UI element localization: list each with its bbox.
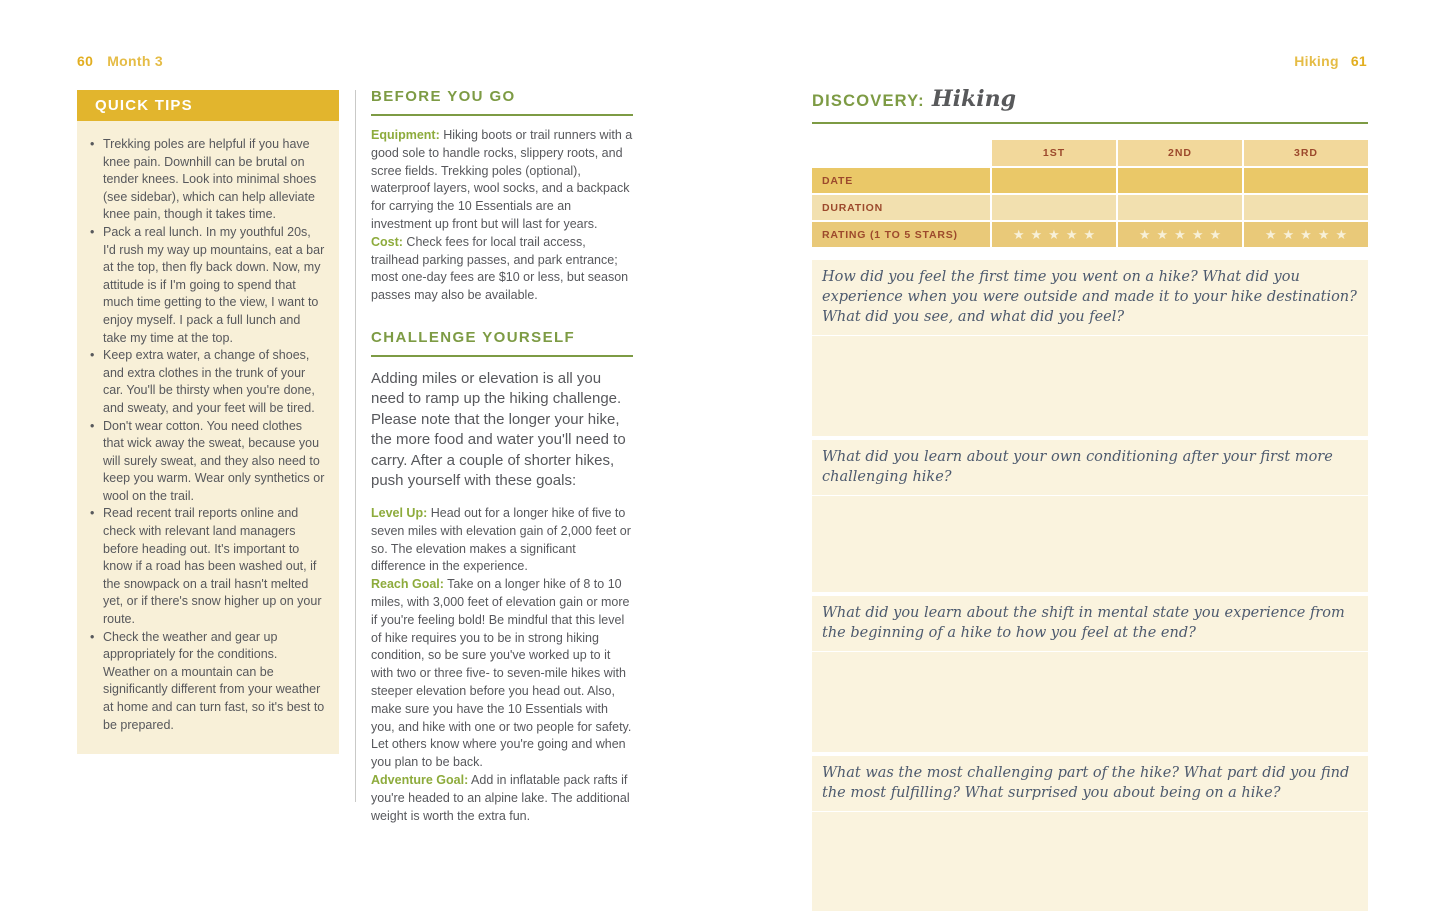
challenge-goals	[371, 505, 633, 825]
row-label-date: DATE	[812, 168, 990, 193]
quick-tip-item: • Keep extra water, a change of shoes, and extra clothes in the trunk of your car. You'll be thirsty when you're done, and sweaty, and your feet will be tired.	[90, 347, 326, 417]
journal-answer-area[interactable]	[812, 496, 1368, 592]
page-number-left: 60	[77, 53, 94, 69]
page-number-right: 61	[1350, 53, 1367, 69]
journal-answer-area[interactable]	[812, 812, 1368, 911]
discovery-title	[812, 86, 1368, 124]
rating-cell-3rd[interactable]	[1244, 222, 1368, 247]
page-header-left	[77, 53, 163, 69]
reach-goal-label: Reach Goal:	[371, 577, 444, 592]
adventure-goal-text: Add in inflatable pack rafts if you're headed to an alpine lake. The additional weight is worth the extra fun.	[371, 772, 630, 823]
adventure-goal-label: Adventure Goal:	[371, 772, 469, 787]
column-divider-rule	[355, 90, 356, 802]
journal-section	[812, 756, 1368, 911]
challenge-yourself-heading: CHALLENGE YOURSELF	[371, 329, 633, 357]
row-label-rating: RATING (1 TO 5 STARS)	[812, 222, 990, 247]
quick-tip-item: • Don't wear cotton. You need clothes that wick away the sweat, because you will surely sweat, and they also need to keep you warm. Wear only synthetics or wool on the trail.	[90, 418, 326, 506]
discovery-topic: Hiking	[931, 86, 1016, 112]
page-header-right	[1294, 53, 1367, 69]
column-header-1st: 1ST	[992, 140, 1116, 166]
date-entry-cell-3rd[interactable]	[1244, 168, 1368, 193]
table-corner-cell	[812, 140, 990, 165]
section-label-left: Month 3	[107, 53, 163, 69]
reach-goal-text: Take on a longer hike of 8 to 10 miles, with 3,000 feet of elevation gain or more if you're feeling bold! Be mindful that this level of hike requires you to be in strong hiking condition, so be sure you've worked up to it with two or three five- to seven-mile hikes with steeper elevation before you head out. Also, make sure you have the 10 Essentials with you, and hike with one or two people for safety. Let others know where you're going and when you plan to be back.	[371, 577, 632, 770]
journal-question: What did you learn about the shift in mental state you experience from the beginning of a hike to how you feel at the end?	[812, 596, 1368, 652]
journal-questions	[812, 260, 1368, 911]
row-label-duration: DURATION	[812, 195, 990, 220]
middle-column	[371, 88, 633, 825]
column-header-2nd: 2ND	[1118, 140, 1242, 166]
duration-entry-cell-2nd[interactable]	[1118, 195, 1242, 220]
level-up-label: Level Up:	[371, 505, 428, 520]
journal-answer-area[interactable]	[812, 652, 1368, 752]
before-you-go-heading: BEFORE YOU GO	[371, 88, 633, 116]
journal-question: What was the most challenging part of the hike? What part did you find the most fulfilling? What surprised you about being on a hike?	[812, 756, 1368, 812]
discovery-page	[812, 86, 1368, 915]
cost-text: Check fees for local trail access, trailhead parking passes, and park entrance; most one-day fees are $10 or less, but season passes may also be available.	[371, 234, 629, 303]
quick-tips-title: QUICK TIPS	[77, 90, 339, 121]
duration-entry-cell-1st[interactable]	[992, 195, 1116, 220]
date-entry-cell-1st[interactable]	[992, 168, 1116, 193]
quick-tips-list	[90, 136, 326, 734]
equipment-text: Hiking boots or trail runners with a good sole to handle rocks, slippery roots, and scree fields. Trekking poles (optional), waterproof layers, wool socks, and a backpack for carrying the 10 Essentials are an investment up front but will last for years.	[371, 128, 633, 231]
journal-answer-area[interactable]	[812, 336, 1368, 436]
challenge-intro: Adding miles or elevation is all you need to ramp up the hiking challenge. Please note that the longer your hike, the more food and water you'll need to carry. After a couple of shorter hikes, push yourself with these goals:	[371, 369, 626, 490]
quick-tip-item: • Read recent trail reports online and check with relevant land managers before heading out. It's important to know if a road has been washed out, if the snowpack on a trail hasn't melted yet, or if there's snow higher up on your route.	[90, 505, 326, 628]
quick-tips-body	[77, 121, 339, 754]
journal-section	[812, 260, 1368, 436]
journal-section	[812, 596, 1368, 752]
quick-tip-item: • Trekking poles are helpful if you have knee pain. Downhill can be brutal on tender knees. Look into minimal shoes (see sidebar), which can help alleviate knee pain, though it takes time.	[90, 136, 326, 224]
cost-label: Cost:	[371, 234, 403, 249]
before-you-go-text	[371, 127, 633, 305]
quick-tip-item: • Pack a real lunch. In my youthful 20s, I'd rush my way up mountains, eat a bar at the top, then fly back down. Now, my attitude is if I'm going to spend that much time getting to the view, I want to enjoy myself. I pack a full lunch and take my time at the top.	[90, 224, 326, 347]
rating-cell-2nd[interactable]	[1118, 222, 1242, 247]
star-icons[interactable]: ★★★★★	[1012, 226, 1102, 242]
quick-tip-item: • Check the weather and gear up appropriately for the conditions. Weather on a mountain can be significantly different from your weather at home and can turn fast, so it's best to be prepared.	[90, 629, 326, 735]
discovery-label: DISCOVERY:	[812, 92, 925, 110]
star-icons[interactable]: ★★★★★	[1264, 226, 1354, 242]
column-header-3rd: 3RD	[1244, 140, 1368, 166]
level-up-text: Head out for a longer hike of five to seven miles with elevation gain of 2,000 feet or so. The elevation makes a significant difference in the experience.	[371, 505, 631, 574]
journal-question: What did you learn about your own conditioning after your first more challenging hike?	[812, 440, 1368, 496]
journal-question: How did you feel the first time you went on a hike? What did you experience when you were outside and made it to your hike destination? What did you see, and what did you feel?	[812, 260, 1368, 336]
quick-tips-box	[77, 90, 339, 754]
star-icons[interactable]: ★★★★★	[1138, 226, 1228, 242]
section-label-right: Hiking	[1294, 53, 1339, 69]
duration-entry-cell-3rd[interactable]	[1244, 195, 1368, 220]
journal-section	[812, 440, 1368, 592]
date-entry-cell-2nd[interactable]	[1118, 168, 1242, 193]
hike-log-table	[812, 140, 1368, 247]
rating-cell-1st[interactable]	[992, 222, 1116, 247]
equipment-label: Equipment:	[371, 128, 440, 142]
